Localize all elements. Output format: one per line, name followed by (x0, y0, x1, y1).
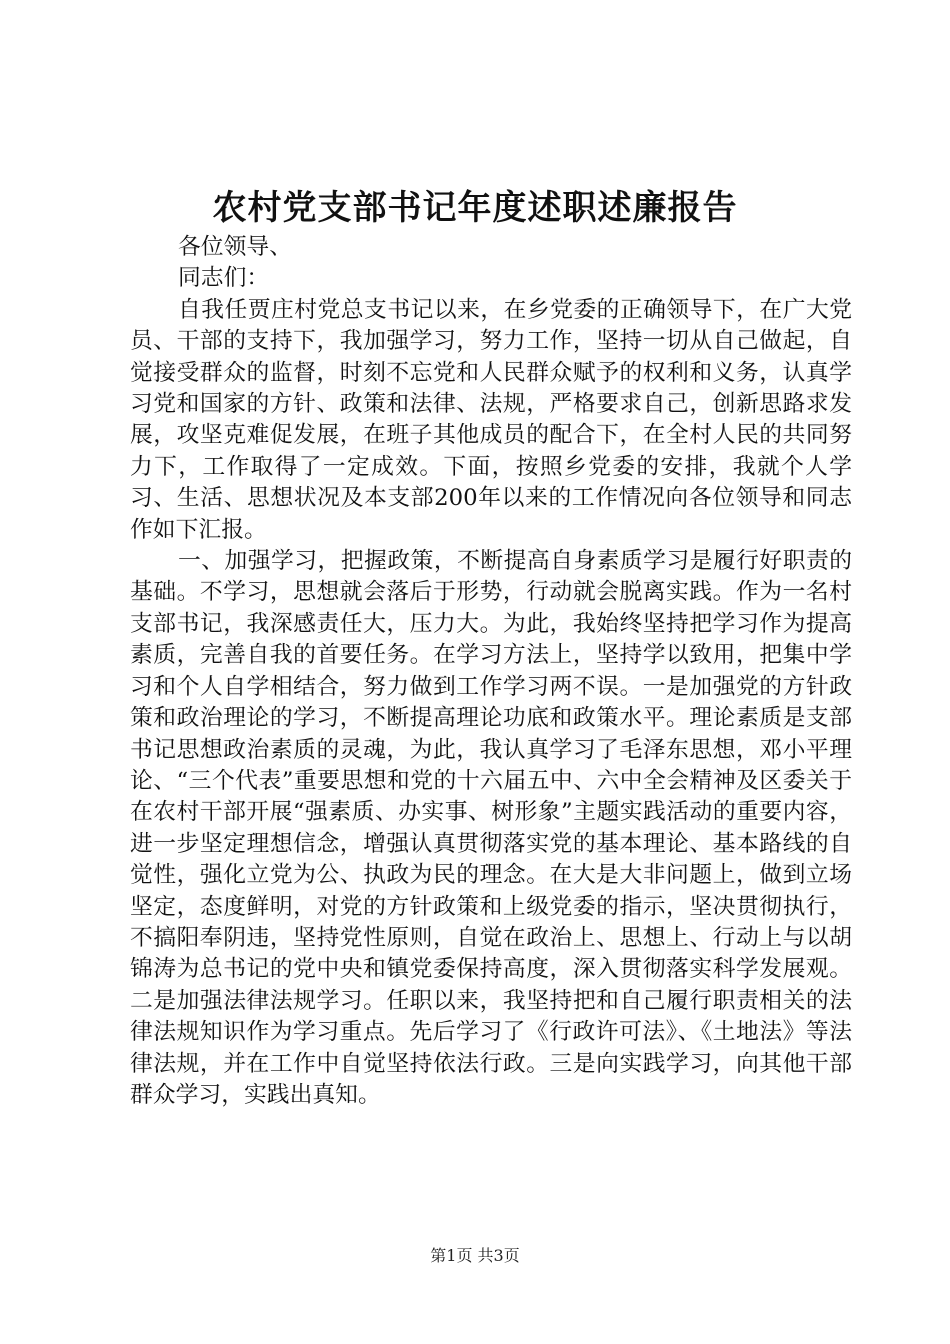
page-footer: 第1页 共3页 (430, 1246, 520, 1265)
paragraph-intro: 自我任贾庄村党总支书记以来，在乡党委的正确领导下，在广大党员、干部的支持下，我加强学习，努力工作，坚持一切从自己做起，自觉接受群众的监督，时刻不忘党和人民群众赋予的权利和义务，认真学习党和国家的方针、政策和法律、法规，严格要求自己，创新思路求发展，攻坚克难促发展，在班子其他成员的配合下，在全村人民的共同努力下，工作取得了一定成效。下面，按照乡党委的安排，我就个人学习、生活、思想状况及本支部200年以来的工作情况向各位领导和同志作如下汇报。 (130, 296, 852, 543)
document-body (130, 232, 852, 1111)
document-title: 农村党支部书记年度述职述廉报告 (212, 188, 738, 228)
paragraph-section-one: 一、加强学习，把握政策，不断提高自身素质学习是履行好职责的基础。不学习，思想就会落后于形势，行动就会脱离实践。作为一名村支部书记，我深感责任大，压力大。为此，我始终坚持把学习作为提高素质，完善自我的首要任务。在学习方法上，坚持学以致用，把集中学习和个人自学相结合，努力做到工作学习两不误。一是加强党的方针政策和政治理论的学习，不断提高理论功底和政策水平。理论素质是支部书记思想政治素质的灵魂，为此，我认真学习了毛泽东思想，邓小平理论、“三个代表”重要思想和党的十六届五中、六中全会精神及区委关于在农村干部开展“强素质、办实事、树形象”主题实践活动的重要内容，进一步坚定理想信念，增强认真贯彻落实党的基本理论、基本路线的自觉性，强化立党为公、执政为民的理念。在大是大非问题上，做到立场坚定，态度鲜明，对党的方针政策和上级党委的指示，坚决贯彻执行，不搞阳奉阴违，坚持党性原则，自觉在政治上、思想上、行动上与以胡锦涛为总书记的党中央和镇党委保持高度，深入贯彻落实科学发展观。二是加强法律法规学习。任职以来，我坚持把和自己履行职责相关的法律法规知识作为学习重点。先后学习了《行政许可法》、《土地法》等法律法规，并在工作中自觉坚持依法行政。三是向实践学习，向其他干部群众学习，实践出真知。 (130, 548, 852, 1108)
salutation-line-2: 同志们： (178, 265, 270, 292)
salutation-line-1: 各位领导、 (178, 234, 292, 260)
